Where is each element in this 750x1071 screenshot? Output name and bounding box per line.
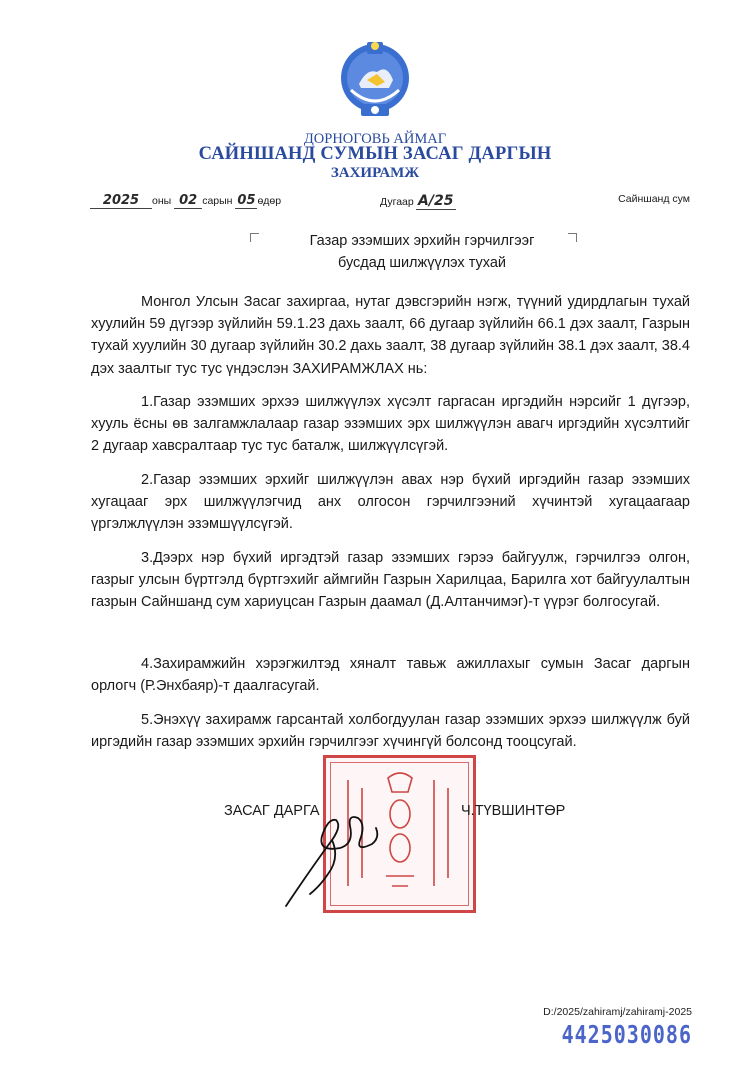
- order-item-text: 4.Захирамжийн хэрэгжилтэд хяналт тавьж ажиллахыг сумын Засаг даргын орлогч (Р.Энхбаяр)-т даалгасугай.: [91, 656, 690, 695]
- issue-place: Сайншанд сум: [618, 193, 690, 205]
- file-path: D:/2025/zahiramj/zahiramj-2025: [543, 1006, 692, 1018]
- signer-name: Ч.ТҮВШИНТӨР: [461, 803, 566, 819]
- order-item-4: [91, 653, 690, 697]
- subject-bracket-left: [250, 233, 259, 242]
- order-item-1: [91, 391, 690, 458]
- document-type: ЗАХИРАМЖ: [330, 165, 420, 181]
- order-item-3: [91, 547, 690, 614]
- number-label: Дугаар: [380, 196, 414, 208]
- registration-number: 4425030086: [561, 1019, 692, 1049]
- signer-title: ЗАСАГ ДАРГА: [224, 803, 320, 819]
- date-year-suffix: оны: [152, 195, 172, 207]
- subject-line-1: Газар эзэмших эрхийн гэрчилгээг: [309, 233, 535, 249]
- order-item-text: 3.Дээрх нэр бүхий иргэдтэй газар эзэмших гэрээ байгуулж, гэрчилгээ олгон, газрыг улсын бүртгэлд бүртгэхийг аймгийн Газрын Харилцаа, Барилга хот байгуулалтын газрын Сайншанд сум хариуцсан Газрын даамал (Д.Алтанчимэг)-т үүрэг болгосугай.: [91, 550, 690, 611]
- date-day: 05: [237, 193, 256, 208]
- order-item-text: 1.Газар эзэмших эрхээ шилжүүлэх хүсэлт гаргасан иргэдийн нэрсийг 1 дүгээр, хууль ёсны өв залгамжлалаар газар эзэмших эрх шилжүүлэн авагч иргэдийн хүсэлтийг 2 дугаар хавсралтаар тус тус баталж, шилжүүлсүгэй.: [91, 394, 690, 455]
- order-item-text: 2.Газар эзэмших эрхийг шилжүүлэн авах нэр бүхий иргэдийн газар эзэмших хугацааг эрх шилжүүлэгчид анх олгосон гэрчилгээний хүчинтэй хугацаагаар үргэлжлүүлэн эзэмшүүлсүгэй.: [91, 472, 690, 533]
- document-number: А/25: [416, 193, 456, 210]
- handwritten-signature-icon: [280, 798, 400, 913]
- date-year: 2025: [90, 193, 152, 209]
- intro-text: Монгол Улсын Засаг захиргаа, нутаг дэвсгэрийн нэгж, түүний удирдлагын тухай хуулийн 59 дүгээр зүйлийн 59.1.23 дахь заалт, 66 дугаар зүйлийн 66.1 дэх заалт, Газрын тухай хуулийн 30 дугаар зүйлийн 30.2 дахь заалт, 38 дугаар зүйлийн 38.1 дэх заалт, 38.4 дэх заалтыг тус тус үндэслэн ЗАХИРАМЖЛАХ нь:: [91, 294, 690, 377]
- date-month-suffix: сарын: [202, 195, 233, 207]
- date-day-suffix: өдөр: [257, 195, 282, 207]
- number-field: [380, 193, 456, 210]
- date-month: 02: [174, 193, 202, 209]
- office-name: САЙНШАНД СУМЫН ЗАСАГ ДАРГЫН: [198, 144, 552, 164]
- date-field: [90, 193, 281, 209]
- province-name: ДОРНОГОВЬ АЙМАГ: [303, 131, 447, 147]
- subject-line-2: бусдад шилжүүлэх тухай: [337, 255, 506, 271]
- subject: [262, 230, 582, 274]
- mongolia-emblem-icon: [337, 38, 413, 122]
- order-item-5: [91, 709, 690, 753]
- order-item-text: 5.Энэхүү захирамж гарсантай холбогдуулан газар эзэмших эрхээ шилжүүлж буй иргэдийн газар эзэмших эрхийн гэрчилгээг хүчингүй болсонд тооцсугай.: [91, 712, 690, 751]
- order-item-2: [91, 469, 690, 536]
- intro-paragraph: [91, 291, 690, 380]
